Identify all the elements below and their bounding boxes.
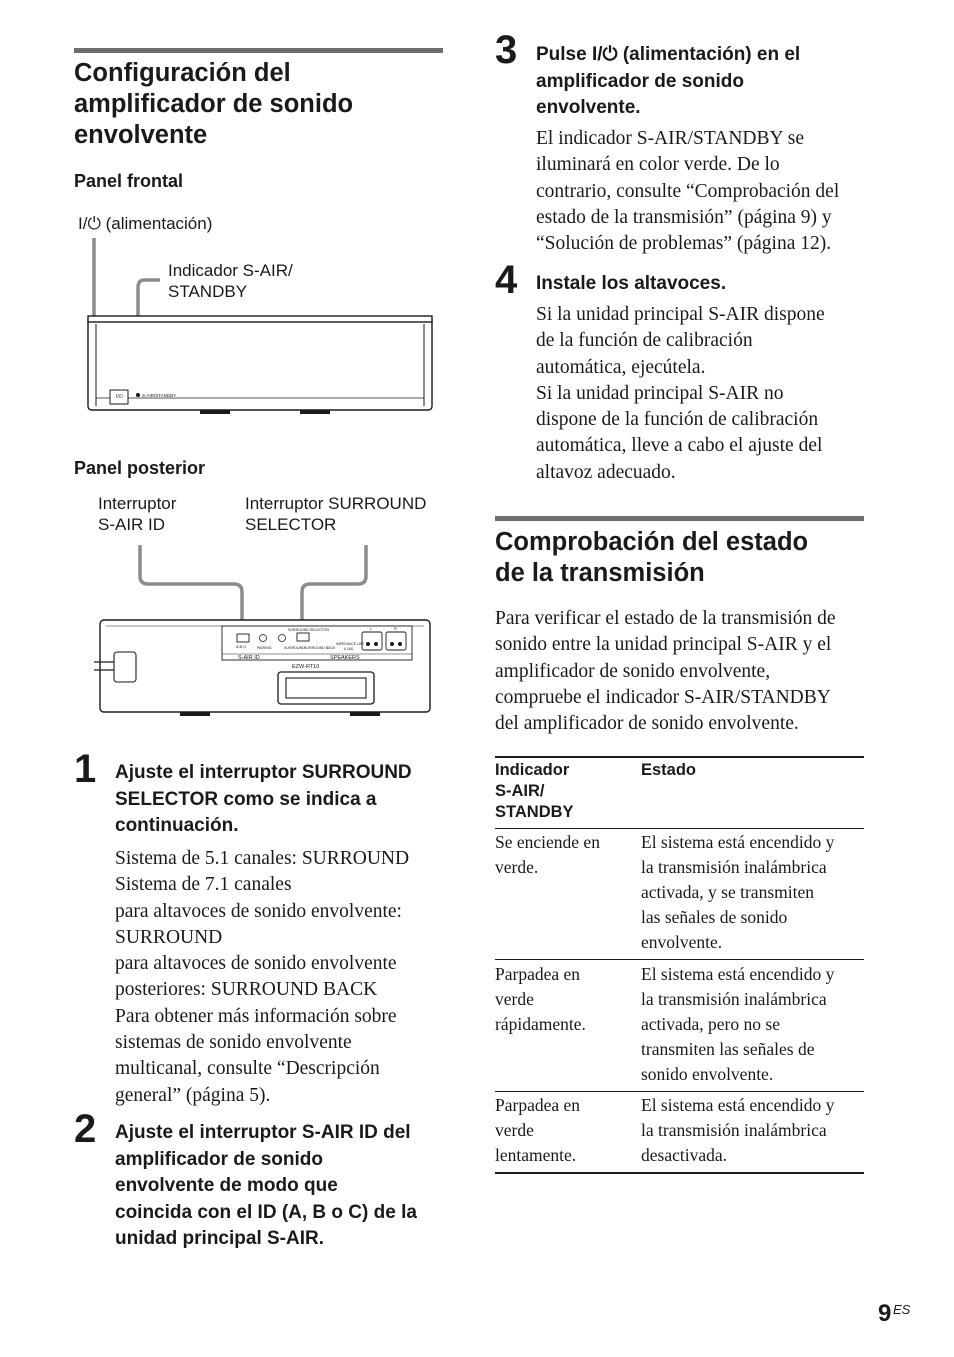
svg-text:SURROUND BACK: SURROUND BACK <box>304 646 336 650</box>
standby-led <box>136 393 140 397</box>
step-4-body: Si la unidad principal S-AIR dispone de la función de calibración automática, ejecútela. Si la unidad principal S-AIR no dispone de la función de calibración automática, lleve a cabo el ajuste del altavoz adecuado. <box>536 304 825 483</box>
table-cell-indicator: Parpadea en verde rápidamente. <box>495 964 586 1034</box>
id-switch-label: Interruptor S-AIR ID <box>98 494 177 534</box>
svg-text:PAIRING: PAIRING <box>257 646 272 650</box>
surround-selector-switch <box>297 633 309 641</box>
table-top-rule <box>495 756 864 758</box>
table-cell-indicator: Parpadea en verde lentamente. <box>495 1095 581 1165</box>
step-4-heading: Instale los altavoces. <box>536 273 727 294</box>
rear-panel-diagram <box>90 540 440 720</box>
rear-panel-title: Panel posterior <box>74 458 206 478</box>
selector-leader-line <box>302 545 366 632</box>
selector-switch-label: Interruptor SURROUND SELECTOR <box>245 494 427 534</box>
step-3-number: 3 <box>495 28 518 72</box>
section-heading-config: Configuración del amplificador de sonido envolvente <box>74 59 354 149</box>
table-header-state: Estado <box>641 761 697 779</box>
svg-text:SPEAKERS: SPEAKERS <box>330 655 360 661</box>
svg-text:L: L <box>370 626 373 631</box>
table-row-rule <box>495 1091 864 1092</box>
svg-text:S-AIR ID: S-AIR ID <box>238 655 260 661</box>
table-bottom-rule <box>495 1172 864 1174</box>
step-1-number: 1 <box>74 747 97 791</box>
svg-text:A B C: A B C <box>236 644 247 649</box>
indicator-label: Indicador S-AIR/ STANDBY <box>168 261 293 301</box>
device-top <box>88 316 432 322</box>
speaker-terminal-l <box>362 632 382 650</box>
front-panel-diagram <box>80 238 440 418</box>
section-rule <box>74 48 443 53</box>
section-2-body: Para verificar el estado de la transmisión de sonido entre la unidad principal S-AIR y el amplificador de sonido envolvente, compruebe el indicador S-AIR/STANDBY del amplificador de sonido envolvente. <box>495 608 836 735</box>
table-row-rule <box>495 959 864 960</box>
power-label: I/⏻ (alimentación) <box>78 214 213 233</box>
svg-text:R: R <box>394 626 397 631</box>
pairing-button <box>279 635 286 642</box>
s-air-id-switch <box>237 634 249 642</box>
step-1-heading: Ajuste el interruptor SURROUND SELECTOR como se indica a continuación. <box>115 762 412 836</box>
svg-text:SURROUND SELECTOR: SURROUND SELECTOR <box>288 628 330 632</box>
table-cell-state: El sistema está encendido y la transmisión inalámbrica activada, pero no se transmiten las señales de sonido envolvente. <box>641 964 835 1084</box>
table-header-indicator: Indicador S-AIR/ STANDBY <box>495 761 574 821</box>
device-power-text: I/⏻ <box>116 394 123 400</box>
table-cell-indicator: Se enciende en verde. <box>495 832 600 877</box>
step-3-body: El indicador S-AIR/STANDBY se iluminará en color verde. De lo contrario, consulte “Comprobación del estado de la transmisión” (página 9) y “Solución de problemas” (página 12). <box>536 128 840 255</box>
device-indicator-text: S-AIR/STANDBY <box>142 393 177 398</box>
table-cell-state: El sistema está encendido y la transmisión inalámbrica activada, y se transmiten las señales de sonido envolvente. <box>641 832 835 952</box>
front-panel-title: Panel frontal <box>74 171 184 191</box>
speaker-terminal-r <box>386 632 406 650</box>
step-1-body: Sistema de 5.1 canales: SURROUND Sistema de 7.1 canales para altavoces de sonido envolvente: SURROUND para altavoces de sonido envolvente posteriores: SURROUND BACK Para obtener más información sobre sistemas de sonido envolvente multicanal, consulte “Descripción general” (página 5). <box>115 848 410 1106</box>
svg-text:IMPEDANCE USE: IMPEDANCE USE <box>336 642 365 646</box>
section-heading-status: Comprobación del estado de la transmisión <box>495 528 809 587</box>
table-header-rule <box>495 828 864 829</box>
step-3-heading: Pulse I/⏻ (alimentación) en el amplificador de sonido envolvente. <box>536 44 801 118</box>
page-number: 9 <box>878 1300 892 1327</box>
device-housing <box>88 320 432 410</box>
svg-text:6-16Ω: 6-16Ω <box>344 647 354 651</box>
model-label: EZW-RT10 <box>292 664 320 670</box>
section-rule-2 <box>495 516 864 521</box>
svg-text:SURROUND: SURROUND <box>284 646 305 650</box>
step-4-number: 4 <box>495 258 518 302</box>
table-cell-state: El sistema está encendido y la transmisión inalámbrica desactivada. <box>641 1095 835 1165</box>
step-2-heading: Ajuste el interruptor S-AIR ID del amplificador de sonido envolvente de modo que coincida con el ID (A, B o C) de la unidad principal S-AIR. <box>115 1122 417 1249</box>
step-2-number: 2 <box>74 1107 97 1151</box>
page-language-suffix: ES <box>893 1302 911 1317</box>
